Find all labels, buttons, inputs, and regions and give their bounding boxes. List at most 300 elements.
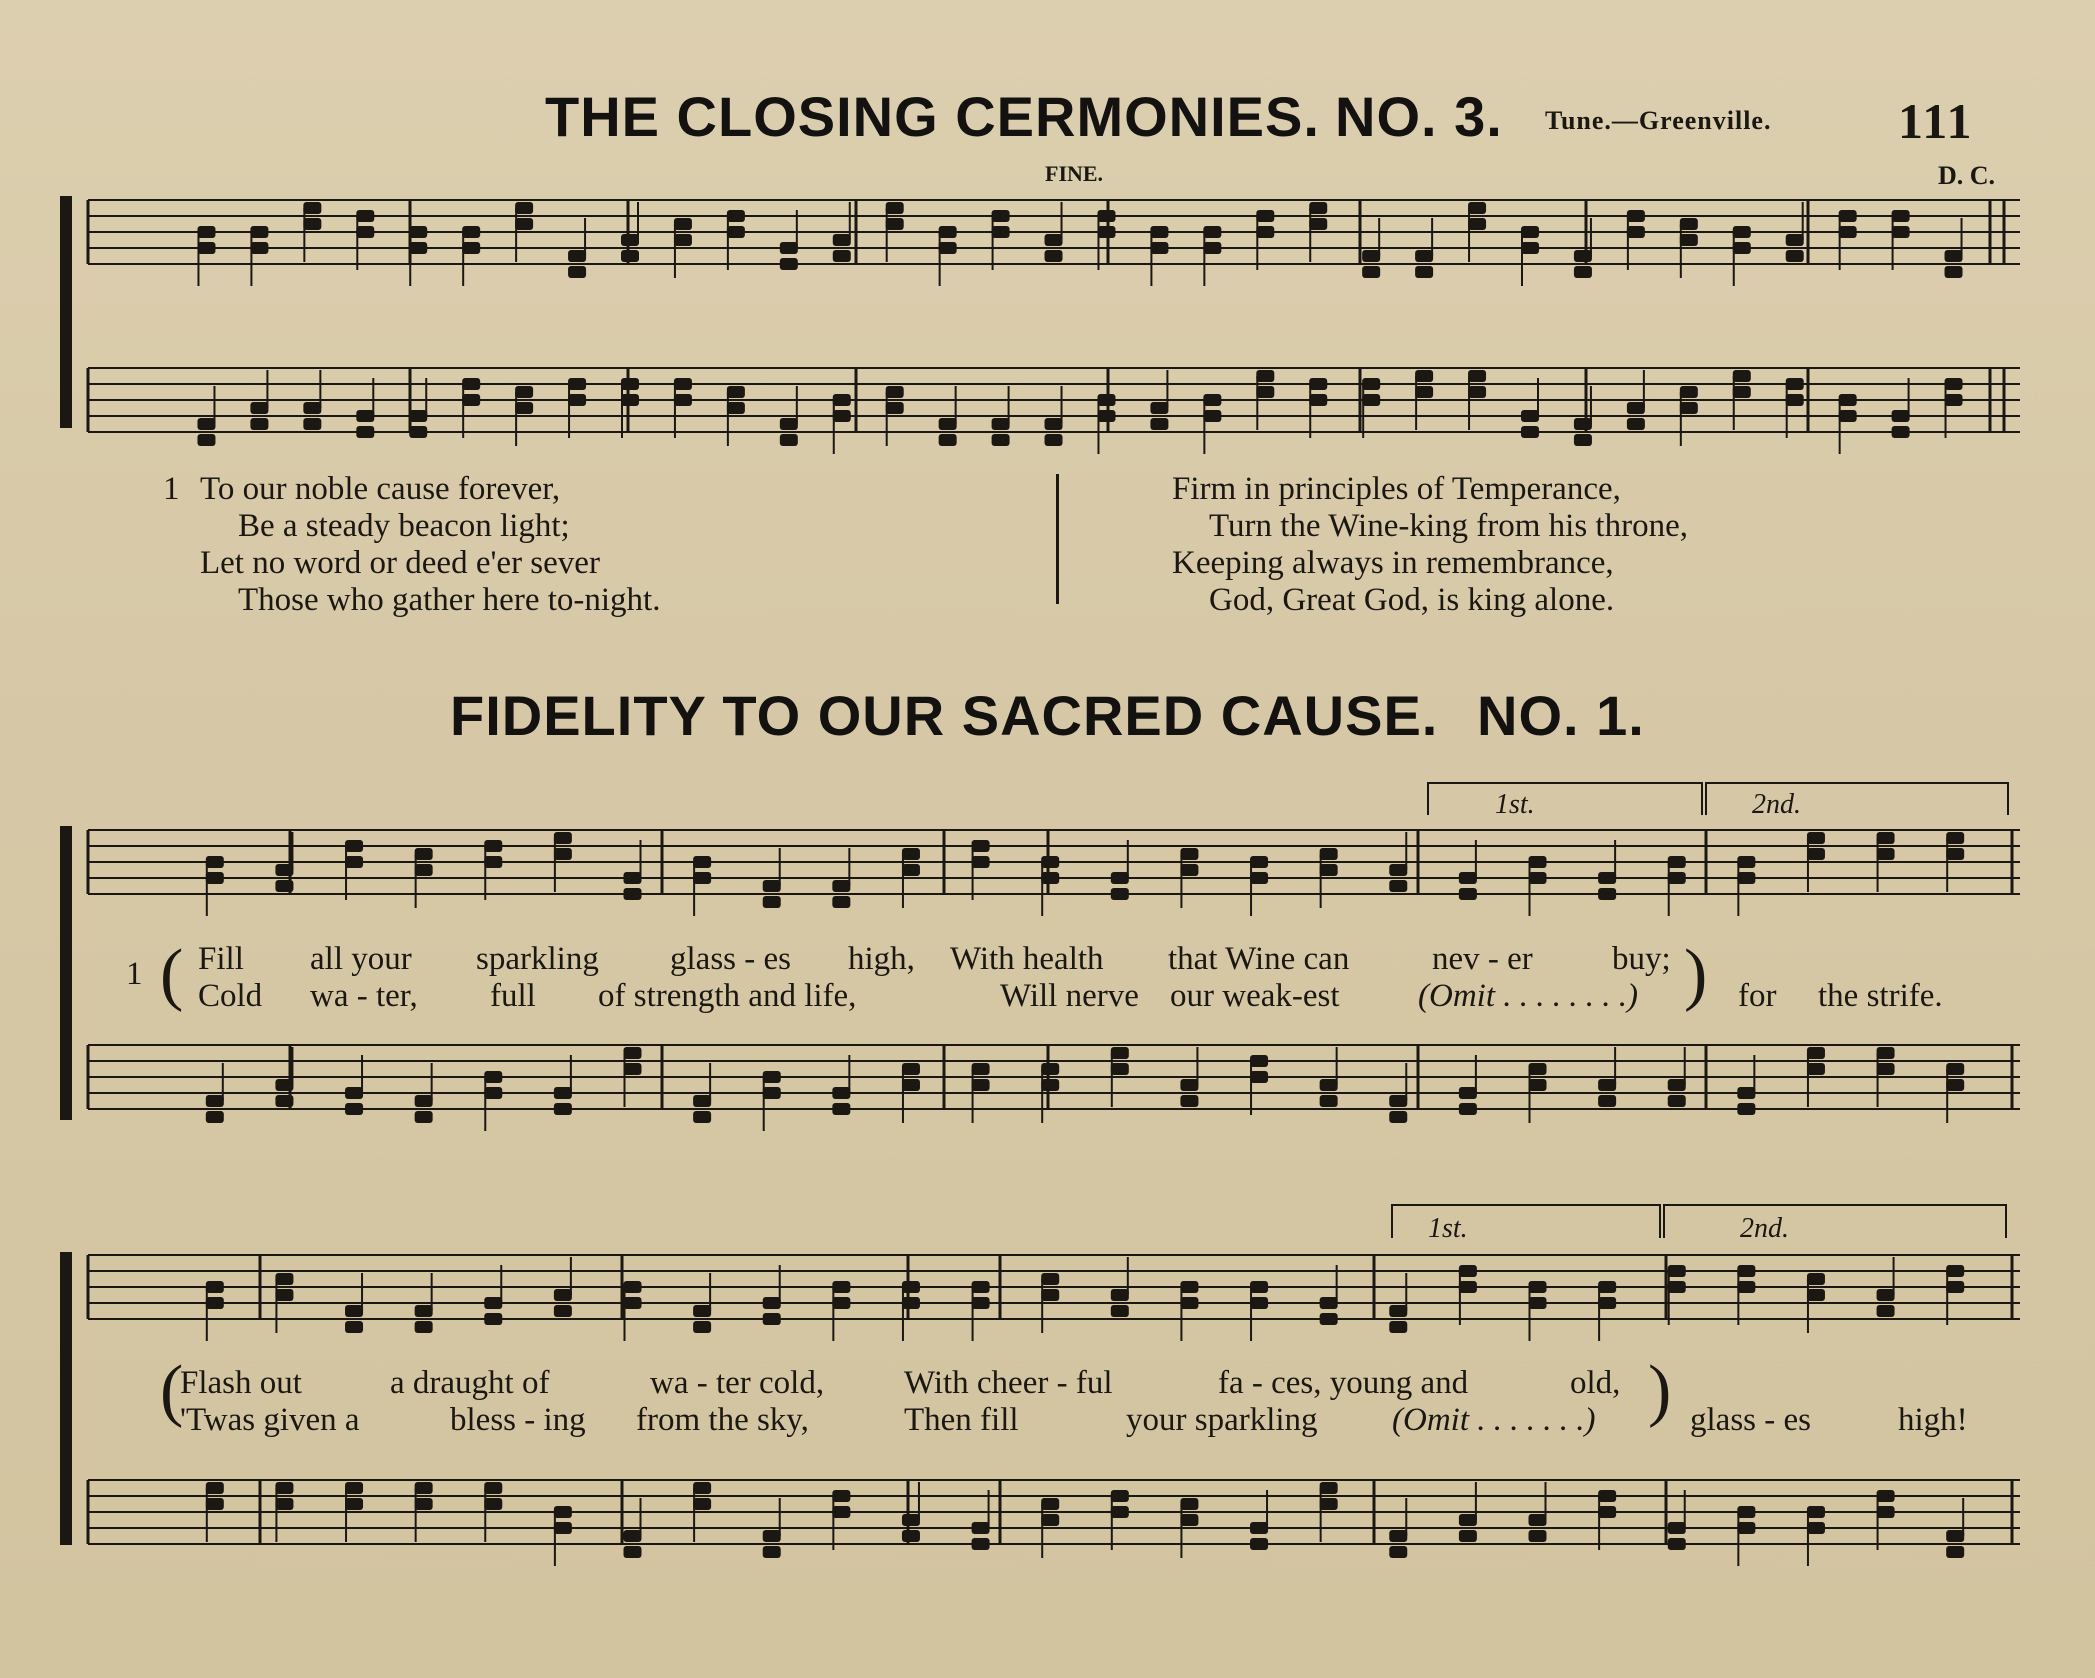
hymn1-treble-note-head — [886, 218, 904, 230]
hymn1-treble-note-head — [833, 250, 851, 262]
hymn1-bass-note-head — [568, 394, 586, 406]
hymn2-s1-bass-note-head — [1041, 1063, 1059, 1075]
hymn1-bass-note-head — [356, 426, 374, 438]
hymn1-bass-note-head — [939, 418, 957, 430]
hymn2-s1-treble-note-head — [275, 864, 293, 876]
hymn2-brace-1: ( — [160, 936, 184, 1013]
hymn1-bass-note-head — [1945, 378, 1963, 390]
hymn2-s2-bass-note-head — [206, 1482, 224, 1494]
hymn1-bass-note-head — [1574, 418, 1592, 430]
hymn2-s2-bass-note-head — [206, 1498, 224, 1510]
hymn1-treble-note-head — [674, 234, 692, 246]
hymn2-s1-bass-note-head — [972, 1079, 990, 1091]
hymn2-s1-treble-note-head — [1877, 848, 1895, 860]
hymn1-treble-note-head — [409, 226, 427, 238]
hymn1-bass-note-head — [1574, 434, 1592, 446]
hymn2-s2-bass-note-head — [693, 1482, 711, 1494]
hymn2-s2-bass-note-head — [624, 1530, 642, 1542]
hymn1-treble-note-head — [1680, 218, 1698, 230]
hymn2-s2-treble-note-head — [693, 1321, 711, 1333]
hymn1-treble-note-head — [462, 226, 480, 238]
hymn1-treble-note-head — [939, 242, 957, 254]
s2-l2-w7: high! — [1898, 1402, 1968, 1438]
hymn2-s2-treble-note-head — [1529, 1281, 1547, 1293]
hymn2-s2-treble-note-head — [554, 1289, 572, 1301]
hymn2-s1-treble-note-head — [902, 848, 920, 860]
hymn1-treble-note-head — [1468, 202, 1486, 214]
hymn2-s1-treble-note-head — [206, 856, 224, 868]
hymn2-s2-treble-note-head — [1668, 1281, 1686, 1293]
hymn1-treble-note-head — [727, 226, 745, 238]
s2-l1-w3: With cheer - ful — [904, 1365, 1113, 1401]
hymn1-treble-note-head — [886, 202, 904, 214]
hymn1-treble-note-head — [1521, 226, 1539, 238]
hymn2-s1-treble-note-head — [1529, 856, 1547, 868]
hymn2-s2-treble-note-head — [1737, 1281, 1755, 1293]
s1-l2-w5: our weak-est — [1170, 978, 1340, 1014]
hymn2-s1-bass-note-head — [1250, 1055, 1268, 1067]
hymn2-s1-treble-note-head — [484, 840, 502, 852]
hymn2-s2-treble-note-head — [484, 1313, 502, 1325]
hymn1-treble-note-head — [1150, 242, 1168, 254]
s2-l1-w5: old, — [1570, 1365, 1621, 1401]
hymn2-s1-bass-note-head — [484, 1071, 502, 1083]
hymn2-s1-bass-note-head — [415, 1095, 433, 1107]
hymn1-bass-note-head — [1468, 386, 1486, 398]
hymn2-s2-treble-note-head — [1250, 1281, 1268, 1293]
hymn1-treble-note-head — [1945, 266, 1963, 278]
hymn2-s2-treble-note-head — [1459, 1265, 1477, 1277]
hymn2-brace-2-close: ) — [1648, 1352, 1672, 1429]
hymn1-bass-note-head — [1627, 418, 1645, 430]
hymn2-s1-bass-note-head — [1877, 1047, 1895, 1059]
s1-l2-w1: wa - ter, — [310, 978, 418, 1014]
hymn1-bass-note-head — [886, 386, 904, 398]
hymn2-s1-bass-note-head — [1807, 1047, 1825, 1059]
hymn2-s1-treble-note-head — [1668, 856, 1686, 868]
hymn2-s1-treble-note-head — [693, 856, 711, 868]
hymn2-s2-treble-note-head — [832, 1281, 850, 1293]
hymn1-bass-note-head — [409, 426, 427, 438]
hymn1-bass-note-head — [1045, 434, 1063, 446]
hymn1-treble-note-head — [621, 234, 639, 246]
hymn2-s2-second-ending-bracket — [1664, 1205, 2006, 1238]
hymn1-treble-note-head — [1097, 226, 1115, 238]
hymn1-title: THE CLOSING CERMONIES. — [545, 85, 1320, 148]
hymn1-bass-note-head — [727, 402, 745, 414]
hymn2-s2-bass-note-head — [902, 1514, 920, 1526]
hymn1-bass-note-head — [780, 418, 798, 430]
hymn1-treble-note-head — [1733, 226, 1751, 238]
hymn2-s2-bass-note-head — [902, 1530, 920, 1542]
hymn2-s2-treble-note-head — [415, 1305, 433, 1317]
hymn1-bass-note-head — [1468, 370, 1486, 382]
hymn1-treble-note-head — [1256, 226, 1274, 238]
hymn1-system-bracket — [60, 196, 72, 428]
hymn1-treble-note-head — [727, 210, 745, 222]
page-number: 111 — [1898, 93, 1974, 149]
hymn2-s1-treble-note-head — [554, 848, 572, 860]
s2-l2-w6: glass - es — [1690, 1402, 1811, 1438]
hymn2-s2-treble-note-head — [832, 1297, 850, 1309]
hymn2-s1-bass-note-head — [1389, 1095, 1407, 1107]
hymn2-s1-bass-note-head — [1946, 1063, 1964, 1075]
hymn2-s1-bass-note-head — [1807, 1063, 1825, 1075]
hymn2-s2-bass-note-head — [1250, 1538, 1268, 1550]
hymn1-bass-note-head — [1256, 386, 1274, 398]
hymn2-s1-treble-note-head — [1877, 832, 1895, 844]
hymn2-s1-bass-note-head — [275, 1095, 293, 1107]
hymn2-s1-treble-note-head — [763, 880, 781, 892]
hymn1-bass-note-head — [1415, 386, 1433, 398]
hymn1-bass-note-head — [462, 378, 480, 390]
hymn1-treble-note-head — [1309, 202, 1327, 214]
hymn1-right-line-1: Firm in principles of Temperance, — [1172, 471, 1621, 507]
hymn2-s1-bass-note-head — [275, 1079, 293, 1091]
hymn2-s2-bass-note-head — [1737, 1522, 1755, 1534]
hymn2-s2-treble-note-head — [1250, 1297, 1268, 1309]
hymn2-s2-bass-note-head — [484, 1498, 502, 1510]
hymn2-s2-treble-note-head — [1041, 1289, 1059, 1301]
hymn2-s2-treble-note-head — [1320, 1313, 1338, 1325]
hymn2-s1-treble-note-head — [345, 856, 363, 868]
hymn2-s2-bass-note-head — [832, 1490, 850, 1502]
hymn2-s2-bass-note-head — [693, 1498, 711, 1510]
hymn1-bass-note-head — [886, 402, 904, 414]
hymn1-bass-note-head — [568, 378, 586, 390]
hymn2-s2-treble-note-head — [1111, 1305, 1129, 1317]
hymn2-s2-bass-note-head — [1877, 1506, 1895, 1518]
hymn2-s2-bass-note-head — [1807, 1506, 1825, 1518]
hymn1-bass-note-head — [621, 378, 639, 390]
hymn2-s1-treble-note-head — [1389, 880, 1407, 892]
hymn1-right-line-3: Keeping always in remembrance, — [1172, 545, 1614, 581]
hymn2-s1-bass-note-head — [972, 1063, 990, 1075]
hymn2-s1-treble-note-head — [902, 864, 920, 876]
s1-l1-w4: high, — [848, 941, 915, 977]
hymn1-bass-note-head — [833, 394, 851, 406]
s1-l1-w1: all your — [310, 941, 412, 977]
hymn1-bass-note-head — [1786, 394, 1804, 406]
hymn2-s2-first-ending-bracket — [1392, 1205, 1660, 1238]
hymn1-bass-note-head — [992, 418, 1010, 430]
hymn1-left-line-3: Let no word or deed e'er sever — [200, 545, 600, 581]
hymn2-s2-treble-note-head — [902, 1297, 920, 1309]
hymn1-bass-note-head — [197, 418, 215, 430]
hymn2-s2-treble-note-head — [1598, 1281, 1616, 1293]
hymn2-s2-bass-note-head — [1737, 1506, 1755, 1518]
hymn2-s2-bass-note-head — [1320, 1482, 1338, 1494]
hymn2-s2-bass-note-head — [1180, 1498, 1198, 1510]
hymn2-s2-treble-note-head — [415, 1321, 433, 1333]
s2-l2-w2: from the sky, — [636, 1402, 809, 1438]
hymn2-s1-treble-note-head — [1459, 888, 1477, 900]
hymn1-treble-note-head — [1203, 242, 1221, 254]
hymn2-s1-bass-note-head — [624, 1063, 642, 1075]
hymn1-treble-note-head — [1574, 266, 1592, 278]
hymn1-treble-note-head — [1945, 250, 1963, 262]
hymn1-bass-note-head — [1839, 410, 1857, 422]
hymn2-s2-bass-note-head — [1668, 1538, 1686, 1550]
hymn1-treble-note-head — [1574, 250, 1592, 262]
s1-l1-w6: that Wine can — [1168, 941, 1350, 977]
hymn2-s2-bass-note-head — [1389, 1530, 1407, 1542]
hymn1-treble-note-head — [409, 242, 427, 254]
hymn1-treble-note-head — [250, 242, 268, 254]
hymn1-treble-note-head — [1203, 226, 1221, 238]
hymn2-s2-bass-note-head — [1250, 1522, 1268, 1534]
dc-marking: D. C. — [1938, 161, 1996, 190]
hymn2-s2-bass-note-head — [1598, 1506, 1616, 1518]
hymn1-treble-note-head — [1362, 250, 1380, 262]
hymn1-treble-note-head — [1839, 226, 1857, 238]
hymn1-treble-note-head — [1786, 250, 1804, 262]
hymn2-s1-bass-note-head — [1598, 1079, 1616, 1091]
hymn1-treble-note-head — [303, 202, 321, 214]
hymn2-s1-treble-note-head — [1668, 872, 1686, 884]
hymn2-s1-treble-note-head — [554, 832, 572, 844]
hymn2-s1-treble-note-head — [1946, 848, 1964, 860]
hymn1-treble-note-head — [197, 242, 215, 254]
hymn2-s1-bass-note-head — [484, 1087, 502, 1099]
second-ending-label-1: 2nd. — [1752, 789, 1801, 820]
hymn1-left-line-2: Be a steady beacon light; — [238, 508, 570, 544]
hymn2-s2-bass-note-head — [554, 1506, 572, 1518]
hymn1-treble-note-head — [197, 226, 215, 238]
hymn2-s1-treble-note-head — [1041, 856, 1059, 868]
hymn1-bass-note-head — [621, 394, 639, 406]
hymn2-s1-bass-note-head — [1111, 1047, 1129, 1059]
hymn1-bass-note-head — [833, 410, 851, 422]
hymn1-treble-note-head — [568, 250, 586, 262]
hymn2-s2-bass-note-head — [1946, 1530, 1964, 1542]
hymn2-s2-bass-note-head — [415, 1482, 433, 1494]
hymn1-treble-note-head — [303, 218, 321, 230]
hymn2-s2-treble-note-head — [763, 1297, 781, 1309]
hymn1-bass-note-head — [1521, 410, 1539, 422]
hymn2-s1-bass-note-head — [1111, 1063, 1129, 1075]
s1-l1-w2: sparkling — [476, 941, 599, 977]
hymn1-bass-note-head — [1097, 410, 1115, 422]
hymn1-treble-note-head — [1415, 266, 1433, 278]
hymn2-s1-treble-note-head — [1320, 864, 1338, 876]
s2-l2-w3: Then fill — [904, 1402, 1019, 1438]
hymn1-treble-note-head — [1627, 210, 1645, 222]
hymn1-bass-note-head — [356, 410, 374, 422]
hymn2-s2-bass-note-head — [1459, 1530, 1477, 1542]
hymn2-s2-treble-note-head — [1807, 1289, 1825, 1301]
hymn2-s2-bass-note-head — [275, 1482, 293, 1494]
hymn1-treble-note-head — [674, 218, 692, 230]
s1-l2-w0: Cold — [198, 978, 263, 1014]
hymn1-treble-note-head — [1097, 210, 1115, 222]
hymn2-s2-treble-note-head — [1180, 1297, 1198, 1309]
hymn2-s1-treble-note-head — [1180, 864, 1198, 876]
hymn1-treble-note-head — [1786, 234, 1804, 246]
hymn2-s1-treble-note-head — [1807, 832, 1825, 844]
s1-l2-w6: (Omit . . . . . . . .) — [1418, 978, 1638, 1014]
hymn2-s2-bass-note-head — [1877, 1490, 1895, 1502]
hymn1-bass-note-head — [780, 434, 798, 446]
hymn2-s2-treble-note-head — [1737, 1265, 1755, 1277]
hymn1-bass-note-head — [1733, 386, 1751, 398]
hymn2-s2-treble-note-head — [1389, 1321, 1407, 1333]
hymn1-treble-note-head — [1415, 250, 1433, 262]
hymn2-s1-treble-note-head — [1041, 872, 1059, 884]
hymn2-s1-bass-note-head — [1877, 1063, 1895, 1075]
hymn2-s2-bass-note-head — [1668, 1522, 1686, 1534]
hymn2-s2-bass-note-head — [1598, 1490, 1616, 1502]
hymn1-treble-note-head — [1468, 218, 1486, 230]
hymn1-treble-note-head — [1892, 226, 1910, 238]
hymn2-s2-bass-note-head — [1459, 1514, 1477, 1526]
hymn2-s2-bass-note-head — [345, 1482, 363, 1494]
hymn2-s1-bass-note-head — [902, 1063, 920, 1075]
hymn2-s1-bass-note-head — [554, 1103, 572, 1115]
hymn2-brace-1-close: ) — [1684, 936, 1708, 1013]
first-ending-label-2: 1st. — [1428, 1213, 1468, 1244]
hymn1-treble-note-head — [833, 234, 851, 246]
hymn1-bass-note-head — [1415, 370, 1433, 382]
hymn2-s1-treble-note-head — [1180, 848, 1198, 860]
hymn1-bass-note-head — [1733, 370, 1751, 382]
hymn2-s2-bass-note-head — [345, 1498, 363, 1510]
hymn2-s1-bass-note-head — [1737, 1103, 1755, 1115]
hymn2-s2-bass-note-head — [1807, 1522, 1825, 1534]
hymn1-bass-note-head — [250, 402, 268, 414]
fine-marking: FINE. — [1045, 161, 1104, 186]
hymn2-s1-first-ending-bracket — [1428, 783, 1702, 815]
s1-l1-w3: glass - es — [670, 941, 791, 977]
hymn1-bass-note-head — [1150, 418, 1168, 430]
hymn2-s2-treble-note-head — [554, 1305, 572, 1317]
s1-l2-w7: for — [1738, 978, 1777, 1014]
hymn2-s2-bass-note-head — [554, 1522, 572, 1534]
s2-l2-w1: bless - ing — [450, 1402, 586, 1438]
hymn1-bass-note-head — [1256, 370, 1274, 382]
hymn2-s1-treble-note-head — [1111, 872, 1129, 884]
s2-l2-w5: (Omit . . . . . . .) — [1392, 1402, 1596, 1438]
hymn1-treble-note-head — [462, 242, 480, 254]
hymn1-treble-note-head — [1309, 218, 1327, 230]
hymn2-s2-treble-note-head — [624, 1297, 642, 1309]
hymn2-s2-bass-note-head — [972, 1538, 990, 1550]
first-ending-label-1: 1st. — [1495, 789, 1535, 820]
hymn2-s2-treble-note-head — [1877, 1305, 1895, 1317]
hymn1-bass-note-head — [1309, 378, 1327, 390]
hymn1-bass-note-head — [1362, 378, 1380, 390]
hymn2-s2-bass-note-head — [832, 1506, 850, 1518]
s2-l1-w2: wa - ter cold, — [650, 1365, 825, 1401]
hymn1-verse-number: 1 — [163, 471, 180, 507]
hymn1-bass-note-head — [462, 394, 480, 406]
hymn1-bass-note-head — [250, 418, 268, 430]
hymn2-s1-bass-note-head — [415, 1111, 433, 1123]
hymn2-s2-treble-note-head — [972, 1281, 990, 1293]
hymn2-s2-treble-note-head — [275, 1273, 293, 1285]
hymn1-bass-note-head — [1309, 394, 1327, 406]
hymn2-s1-treble-note-head — [972, 840, 990, 852]
hymn2-s1-treble-note-head — [624, 888, 642, 900]
hymn2-s1-treble-note-head — [1389, 864, 1407, 876]
hymn2-s1-treble-note-head — [1598, 888, 1616, 900]
hymn1-left-line-1: To our noble cause forever, — [200, 471, 561, 507]
hymn1-treble-note-head — [1045, 234, 1063, 246]
hymn2-s2-bass-note-head — [1946, 1546, 1964, 1558]
hymn1-bass-note-head — [1945, 394, 1963, 406]
hymn2-s1-treble-note-head — [1529, 872, 1547, 884]
hymn2-s1-bass-note-head — [206, 1095, 224, 1107]
hymn2-s2-treble-note-head — [693, 1305, 711, 1317]
hymn1-treble-note-head — [568, 266, 586, 278]
hymn1-treble-note-head — [1680, 234, 1698, 246]
hymn2-s1-treble-note-head — [832, 896, 850, 908]
hymn2-s1-bass-note-head — [1668, 1095, 1686, 1107]
hymn2-s2-bass-note-head — [1320, 1498, 1338, 1510]
s1-l2-w8: the strife. — [1818, 978, 1943, 1014]
hymn2-s1-bass-note-head — [832, 1087, 850, 1099]
hymn2-s1-system-bracket — [60, 826, 72, 1120]
hymn1-treble-note-head — [515, 218, 533, 230]
s2-l1-w4: fa - ces, young and — [1218, 1365, 1469, 1401]
hymn2-s1-treble-note-head — [763, 896, 781, 908]
hymn2-s2-bass-note-head — [484, 1482, 502, 1494]
hymn1-bass-note-head — [515, 386, 533, 398]
hymn2-s1-bass-note-head — [1668, 1079, 1686, 1091]
hymn2-s1-bass-note-head — [1180, 1095, 1198, 1107]
s1-l1-w0: Fill — [198, 941, 244, 977]
s1-l2-w3: of strength and life, — [598, 978, 857, 1014]
hymn2-s1-bass-note-head — [763, 1071, 781, 1083]
hymn2-s2-bass-note-head — [1041, 1514, 1059, 1526]
s1-l1-w5: With health — [950, 941, 1104, 977]
hymn1-treble-note-head — [939, 226, 957, 238]
hymn2-s1-bass-note-head — [1598, 1095, 1616, 1107]
hymn2-s1-treble-note-head — [484, 856, 502, 868]
hymn2-s1-bass-note-head — [1529, 1079, 1547, 1091]
hymn2-s1-bass-note-head — [832, 1103, 850, 1115]
hymn1-bass-note-head — [1362, 394, 1380, 406]
hymn1-left-line-4: Those who gather here to-night. — [238, 582, 661, 618]
hymn2-s1-bass-note-head — [902, 1079, 920, 1091]
hymn2-s2-system-bracket — [60, 1252, 72, 1545]
hymn1-bass-note-head — [197, 434, 215, 446]
hymn2-number: NO. 1. — [1477, 684, 1645, 747]
hymn2-title: FIDELITY TO OUR SACRED CAUSE. — [450, 684, 1439, 747]
hymn2-s1-bass-note-head — [1320, 1095, 1338, 1107]
hymn2-s1-bass-note-head — [1041, 1079, 1059, 1091]
hymn2-s1-bass-note-head — [1459, 1087, 1477, 1099]
hymn1-bass-note-head — [939, 434, 957, 446]
hymn1-treble-note-head — [1362, 266, 1380, 278]
hymn2-s2-treble-note-head — [1320, 1297, 1338, 1309]
hymn2-s1-bass-note-head — [1180, 1079, 1198, 1091]
hymn1-bass-note-head — [674, 394, 692, 406]
hymn2-s2-bass-note-head — [763, 1546, 781, 1558]
hymn2-s1-bass-note-head — [763, 1087, 781, 1099]
s2-l2-w0: 'Twas given a — [180, 1402, 360, 1438]
hymn1-bass-note-head — [1680, 402, 1698, 414]
hymn2-s2-treble-note-head — [1180, 1281, 1198, 1293]
hymn1-bass-note-head — [1839, 394, 1857, 406]
hymn2-s1-treble-note-head — [1320, 848, 1338, 860]
hymn2-s2-bass-note-head — [624, 1546, 642, 1558]
hymn2-s2-bass-note-head — [1111, 1490, 1129, 1502]
hymn1-bass-note-head — [1521, 426, 1539, 438]
hymn2-s1-bass-note-head — [554, 1087, 572, 1099]
hymn1-treble-note-head — [621, 250, 639, 262]
hymn2-s1-treble-note-head — [1598, 872, 1616, 884]
